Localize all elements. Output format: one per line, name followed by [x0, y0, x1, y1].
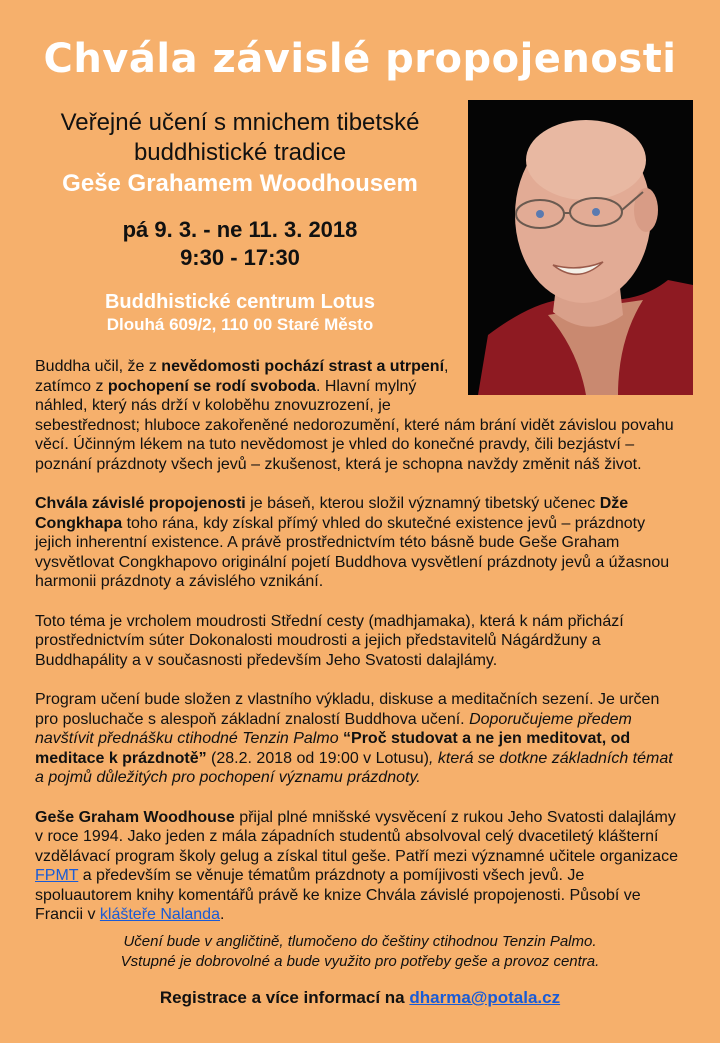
nalanda-monastery-link[interactable]: klášteře Nalanda: [99, 906, 220, 923]
text: přijal plné mnišské vysvěcení z rukou Jeho Svatosti dalajlámy v roce 1994. Jako jeden z mála západních studentů absolvoval celý dvacetiletý klášterní vzdělávací program školy gelug a získal titul geše. Patří mezi významné učitele organizace: [35, 808, 678, 865]
teacher-photo: [468, 100, 693, 395]
text: Toto téma je vrcholem moudrosti Střední cesty (madhjamaka), která k nám přichází prostřednictvím súter Dokonalosti moudrosti a jejich představitelů Nágárdžuny a Buddhapálity a v současnosti především Jeho Svatosti dalajlámy.: [35, 612, 624, 669]
paragraph-biography: [35, 808, 685, 925]
text: (28.2. 2018 od 19:00 v Lotusu): [206, 749, 429, 767]
note-line-1: Učení bude v angličtině, tlumočeno do češtiny ctihodnou Tenzin Palmo.: [123, 933, 597, 950]
subtitle-line-2: buddhistické tradice: [133, 139, 347, 166]
event-intro: [20, 108, 460, 336]
paragraph-intro: [35, 357, 685, 474]
description-body: [35, 357, 685, 925]
text: toho rána, kdy získal přímý vhled do skutečné existence jevů – prázdnoty jejich inherentní existence. A právě prostřednictvím této básně bude Geše Graham vysvětlovat Congkhapovo originální pojetí Buddhova vysvětlení prázdnoty jevů a úžasnou harmonii prázdnoty a závislého vznikání.: [35, 514, 670, 590]
text: . Hlavní mylný náhled, který nás drží v koloběhu znovuzrození, je: [35, 377, 417, 414]
text: a především se věnuje tématům prázdnoty a pomíjivosti všech jevů. Je spoluautorem knihy komentářů právě ke knize Chvála závislé propojenosti. Působí ve Francii v: [35, 867, 641, 923]
italic-text: Doporučujeme předem navštívit přednášku ctihodné Tenzin Palmo: [35, 710, 632, 747]
subtitle-line-1: Veřejné učení s mnichem tibetské: [60, 109, 420, 136]
language-note: [0, 932, 720, 972]
text: Program učení bude složen z vlastního výkladu, diskuse a meditačních sezení. Je určen pro posluchače s alespoň základní znalostí Buddhova učení.: [35, 691, 660, 728]
emphasis: Chvála závislé propojenosti: [35, 495, 246, 512]
page-title: Chvála závislé propojenosti: [43, 36, 677, 82]
event-time: 9:30 - 17:30: [180, 245, 300, 270]
text: .: [219, 906, 225, 923]
fpmt-link[interactable]: FPMT: [35, 867, 79, 884]
email-link[interactable]: dharma@potala.cz: [409, 988, 561, 1007]
paragraph-program: [35, 690, 685, 788]
paragraph-poem: [35, 494, 685, 592]
venue-address: Dlouhá 609/2, 110 00 Staré Město: [106, 315, 374, 334]
note-line-2: Vstupné je dobrovolné a bude využito pro potřeby geše a provoz centra.: [120, 953, 600, 970]
lecture-title: “Proč studovat a ne jen meditovat, od meditace k prázdnotě”: [35, 730, 631, 767]
registration-info: [0, 988, 720, 1008]
emphasis: pochopení se rodí svoboda: [107, 377, 316, 395]
paragraph-madhyamaka: [35, 612, 685, 671]
portrait-image: [468, 100, 693, 395]
text: sebestřednost; hluboce zakořeněné nedorozumění, které nám brání vidět závislou povahu věcí. Účinným lékem na tuto nevědomost je vhled do konečné pravdy, čili bezjáství – poznání prázdnoty všech jevů – zkušenost, která je schopna navždy změnit náš život.: [35, 416, 674, 473]
emphasis: Dže Congkhapa: [35, 495, 629, 532]
teacher-name: Geše Grahamem Woodhousem: [62, 170, 418, 197]
text: Buddha učil, že z: [35, 358, 162, 375]
emphasis: nevědomosti pochází strast a utrpení: [161, 358, 445, 375]
text: je báseň, kterou složil významný tibetský učenec: [245, 495, 600, 512]
registration-label: Registrace a více informací na: [159, 988, 410, 1007]
italic-text: , která se dotkne základních témat a pojmů důležitých pro pochopení významu prázdnoty.: [35, 749, 673, 786]
event-date: pá 9. 3. - ne 11. 3. 2018: [122, 217, 358, 242]
text: , zatímco z: [35, 358, 449, 395]
emphasis: Geše Graham Woodhouse: [35, 808, 235, 826]
venue-name: Buddhistické centrum Lotus: [104, 291, 376, 313]
